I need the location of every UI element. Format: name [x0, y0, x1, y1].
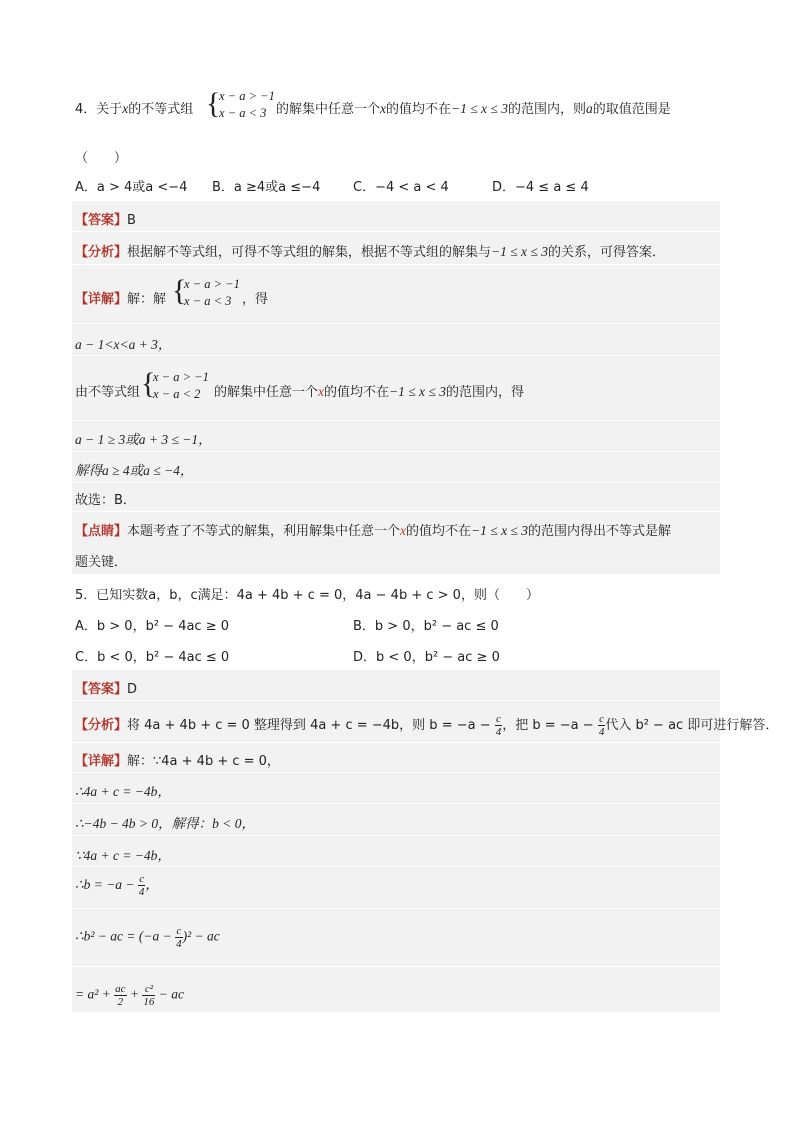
q4-comment: 【点睛】本题考查了不等式的解集，利用解集中任意一个x的值均不在−1 ≤ x ≤ 3的范围内得出不等式是解 — [75, 523, 671, 539]
q5-step-5: ∴b² − ac = (−a − $\frac{c}{4}$ )² − ac — [75, 925, 220, 950]
q5-analysis: 【分析】将 4a + 4b + c = 0 整理得到 4a + c = −4b，则 b = −a − $\frac{c}{4}$ ，把 b = −a − $\frac{c}{4}$ 代入 b² − ac 即可进行解答． — [75, 713, 779, 738]
q5-detail: 【详解】解：∵4a + 4b + c = 0， — [75, 754, 280, 769]
q4-step-2-tail: 的解集中任意一个x的值均不在−1 ≤ x ≤ 3的范围内，得 — [214, 384, 524, 400]
q4-step-2-system: x − a > −1 x − a < 2 — [153, 370, 209, 401]
q5-answer: 【答案】D — [75, 682, 138, 697]
q4-system: x − a > −1 x − a < 3 — [219, 89, 275, 120]
q4-answer: 【答案】B — [75, 213, 136, 228]
q5-analysis-fraction-1: $\frac{c}{4}$ — [495, 713, 502, 738]
q4-step-2-brace: { — [141, 367, 156, 400]
q4-detail-brace: { — [172, 274, 187, 307]
q4-paren: （ ） — [75, 151, 128, 166]
q4-option-d: D．−4 ≤ a ≤ 4 — [492, 180, 589, 195]
q4-step-5: 故选：B． — [75, 493, 136, 508]
q4-option-c: C．−4 < a < 4 — [353, 180, 449, 195]
q5-option-c: C．b < 0，b² − 4ac ≤ 0 — [75, 650, 230, 665]
q5-step-4-fraction: $\frac{c}{4}$ — [138, 873, 145, 899]
q4-analysis: 【分析】根据解不等式组，可得不等式组的解集，根据不等式组的解集与−1 ≤ x ≤ 3的关系，可得答案． — [75, 244, 665, 260]
q5-step-2: ∴−4b − 4b > 0，解得：b < 0， — [75, 816, 256, 831]
q4-detail-system: x − a > −1 x − a < 3 — [184, 277, 240, 308]
q4-comment-cont: 题关键． — [75, 555, 128, 570]
q5-step-6-fraction-2: $\frac{\text{c²}}{16}$ — [143, 983, 155, 1008]
q4-option-b: B．a ≥4或a ≤−4 — [212, 180, 321, 195]
q5-step-4: ∴b = −a − $\frac{c}{4}$ ， — [75, 873, 159, 899]
q4-detail: 【详解】解：解 — [75, 292, 167, 307]
q4-detail-tail: ，得 — [242, 292, 269, 307]
q4-option-a: A．a > 4或a <−4 — [75, 180, 188, 195]
q5-option-b: B．b > 0，b² − ac ≤ 0 — [353, 619, 499, 634]
q4-step-1: a − 1<x<a + 3， — [75, 337, 172, 352]
q4-stem: 4．关于x的不等式组 — [75, 101, 194, 117]
q5-stem: 5．已知实数a，b，c满足：4a + 4b + c = 0，4a − 4b + c > 0，则（ ） — [75, 588, 539, 603]
q4-step-4: 解得a ≥ 4或a ≤ −4， — [75, 463, 194, 478]
q4-stem-tail: 的解集中任意一个x的值均不在−1 ≤ x ≤ 3的范围内，则a的取值范围是 — [276, 101, 671, 117]
q5-option-a: A．b > 0，b² − 4ac ≥ 0 — [75, 619, 230, 634]
q5-step-3: ∵4a + c = −4b， — [75, 848, 171, 863]
q5-analysis-fraction-2: $\frac{c}{4}$ — [598, 713, 605, 738]
q4-step-3: a − 1 ≥ 3或a + 3 ≤ −1， — [75, 432, 212, 447]
q5-option-d: D．b < 0，b² − ac ≥ 0 — [353, 650, 500, 665]
q5-step-5-fraction: $\frac{c}{4}$ — [176, 925, 182, 950]
q4-brace: { — [206, 87, 221, 120]
q5-step-6-fraction-1: $\frac{ac}{2}$ — [115, 983, 126, 1008]
q5-step-1: ∴4a + c = −4b， — [75, 784, 171, 799]
q5-step-6: = a² + $\frac{ac}{2}$ + $\frac{\text{c²}}{16}$ − ac — [75, 983, 185, 1008]
q4-step-2: 由不等式组 — [75, 385, 141, 400]
